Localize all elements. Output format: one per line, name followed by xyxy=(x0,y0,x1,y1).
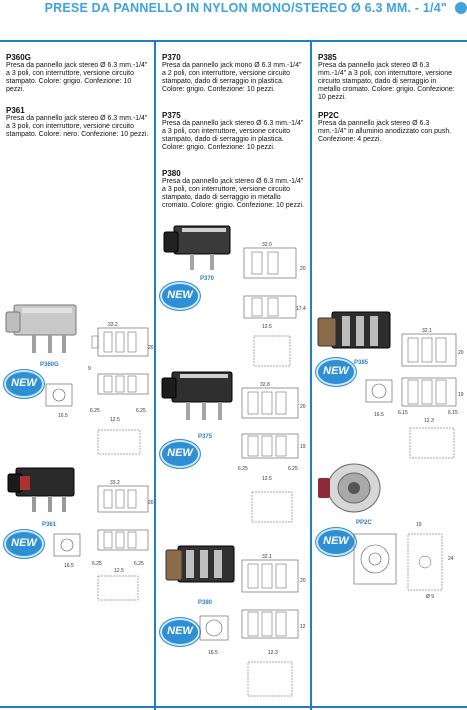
dim-label: 9 xyxy=(88,366,91,372)
product-code: P375 xyxy=(162,111,181,120)
new-badge-p380 xyxy=(160,618,200,646)
p370-photo xyxy=(160,222,234,274)
dim-label: 12.5 xyxy=(262,324,272,330)
product-code: P360G xyxy=(6,53,31,62)
p360g-photo xyxy=(2,300,82,360)
product-p370-desc xyxy=(162,54,306,94)
dim-label: 33.2 xyxy=(110,480,120,486)
new-badge-p360g xyxy=(4,370,44,398)
new-badge-p375 xyxy=(160,440,200,468)
dim-label: 32.1 xyxy=(262,554,272,560)
p380-photo xyxy=(160,540,238,598)
dim-label: 12.3 xyxy=(424,418,434,424)
p385-front-drawing xyxy=(362,376,398,406)
product-pp2c-desc xyxy=(318,112,458,144)
dim-label: 16.5 xyxy=(208,650,218,656)
p361-photo xyxy=(4,462,80,518)
pp2c-side-drawing xyxy=(402,528,458,602)
dim-label: 6.25 xyxy=(90,408,100,414)
dim-label: Ø 9 xyxy=(426,594,435,600)
product-text: Presa da pannello jack mono Ø 6.3 mm.-1/4" a 2 poli, con interruttore, versione circuito stampato, dado di serraggio in plastica. Colore: grigio. Confezione: 10 pezzi. xyxy=(162,62,302,93)
product-code: P380 xyxy=(162,169,181,178)
photo-label-p380: P380 xyxy=(198,600,213,606)
dim-label: 32.1 xyxy=(422,328,432,334)
product-text: Presa da pannello jack stereo Ø 6.3 mm.-1/4" a 3 poli, con interruttore, versione circuito stampato. Colore: nero. Confezione: 10 pezzi. xyxy=(6,115,149,138)
dim-label: 19 xyxy=(458,392,464,398)
bottom-rule xyxy=(0,706,467,708)
product-code: P361 xyxy=(6,106,25,115)
pp2c-photo xyxy=(314,460,384,518)
p375-drawing xyxy=(236,380,308,530)
product-code: P385 xyxy=(318,53,337,62)
product-text: Presa da pannello jack stereo Ø 6.3 mm.-1/4" a 3 poli, con interruttore, versione circuito stampato, dado di serraggio in metallo cromato. Colore: grigio. Confezione: 10 pezzi. xyxy=(162,178,305,209)
product-p380-desc xyxy=(162,170,306,210)
header-bullet-icon xyxy=(455,2,467,14)
product-p361-desc xyxy=(6,107,150,139)
dim-label: 20 xyxy=(300,266,306,272)
product-p375-desc xyxy=(162,112,306,152)
photo-label-p361: P361 xyxy=(42,522,57,528)
dim-label: 12.5 xyxy=(262,476,272,482)
photo-label-pp2c: PP2C xyxy=(356,520,372,526)
dim-label: 19 xyxy=(300,444,306,450)
product-code: P370 xyxy=(162,53,181,62)
top-rule xyxy=(0,40,467,42)
dim-label: 12 xyxy=(300,624,306,630)
dim-label: 12.3 xyxy=(268,650,278,656)
product-code: PP2C xyxy=(318,111,339,120)
photo-label-p360g: P360G xyxy=(40,362,59,368)
dim-label: 6.25 xyxy=(92,561,102,567)
product-text: Presa da pannello jack stereo Ø 6.3 mm.-1/4" a 3 poli, con interruttore, versione circuito stampato, dado di serraggio in plastica. Colore: grigio. Confezione: 10 pezzi. xyxy=(162,120,304,151)
dim-label: 16.5 xyxy=(58,413,68,419)
product-p385-desc xyxy=(318,54,458,102)
dim-label: 6.25 xyxy=(134,561,144,567)
page-title: PRESE DA PANNELLO IN NYLON MONO/STEREO Ø 6.3 MM. - 1/4" xyxy=(44,1,447,15)
p360g-front-drawing xyxy=(44,380,84,410)
dim-label: 33.2 xyxy=(108,322,118,328)
dim-label: 12.5 xyxy=(114,568,124,574)
p385-drawing xyxy=(396,326,464,466)
dim-label: 12.5 xyxy=(110,417,120,423)
dim-label: 20 xyxy=(148,345,154,351)
product-p360g-desc xyxy=(6,54,150,94)
photo-label-p370: P370 xyxy=(200,276,215,282)
new-badge-label: NEW xyxy=(11,537,37,549)
new-badge-p370 xyxy=(160,282,200,310)
new-badge-p385 xyxy=(316,358,356,386)
page-header xyxy=(0,0,467,20)
new-badge-label: NEW xyxy=(11,377,37,389)
dim-label: 19 xyxy=(416,522,422,528)
dim-label: 17.4 xyxy=(296,306,306,312)
dim-label: 6.25 xyxy=(136,408,146,414)
p361-front-drawing xyxy=(52,532,84,560)
dim-label: 6.25 xyxy=(288,466,298,472)
dim-label: 6.15 xyxy=(398,410,408,416)
dim-label: 20 xyxy=(148,500,154,506)
photo-label-p385: P385 xyxy=(354,360,369,366)
new-badge-label: NEW xyxy=(167,447,193,459)
column-divider-left xyxy=(154,42,156,710)
p361-drawing xyxy=(84,478,154,606)
dim-label: 20 xyxy=(458,350,464,356)
pp2c-front-drawing xyxy=(352,532,402,588)
photo-label-p375: P375 xyxy=(198,434,213,440)
dim-label: 20 xyxy=(300,578,306,584)
new-badge-label: NEW xyxy=(323,535,349,547)
dim-label: 32.8 xyxy=(260,382,270,388)
dim-label: 16.5 xyxy=(374,412,384,418)
product-text: Presa da pannello jack stereo Ø 6.3 mm.-1/4" in alluminio anodizzato con push. Confezione: 4 pezzi. xyxy=(318,120,452,143)
dim-label: 16.5 xyxy=(64,563,74,569)
new-badge-pp2c xyxy=(316,528,356,556)
new-badge-label: NEW xyxy=(323,365,349,377)
p360g-drawing xyxy=(84,318,154,460)
new-badge-p361 xyxy=(4,530,44,558)
p380-front-drawing xyxy=(196,612,232,646)
dim-label: 24 xyxy=(448,556,454,562)
p375-photo xyxy=(158,368,236,426)
p385-photo xyxy=(314,308,394,360)
p380-drawing xyxy=(236,552,308,702)
new-badge-label: NEW xyxy=(167,625,193,637)
dim-label: 6.25 xyxy=(238,466,248,472)
dim-label: 6.15 xyxy=(448,410,458,416)
new-badge-label: NEW xyxy=(167,289,193,301)
dim-label: 20 xyxy=(300,404,306,410)
product-text: Presa da pannello jack stereo Ø 6.3 mm.-1/4" a 3 poli, con interruttore, versione circuito stampato. Colore: grigio. Confezione: 10 pezzi. xyxy=(6,62,148,93)
column-divider-right xyxy=(310,42,312,710)
dim-label: 32.0 xyxy=(262,242,272,248)
product-text: Presa da pannello jack stereo Ø 6.3 mm.-1/4" a 3 poli, con interruttore, versione circuito stampato, dado di serraggio in metallo cromato. Colore: grigio. Confezione: 10 pezzi. xyxy=(318,62,455,101)
